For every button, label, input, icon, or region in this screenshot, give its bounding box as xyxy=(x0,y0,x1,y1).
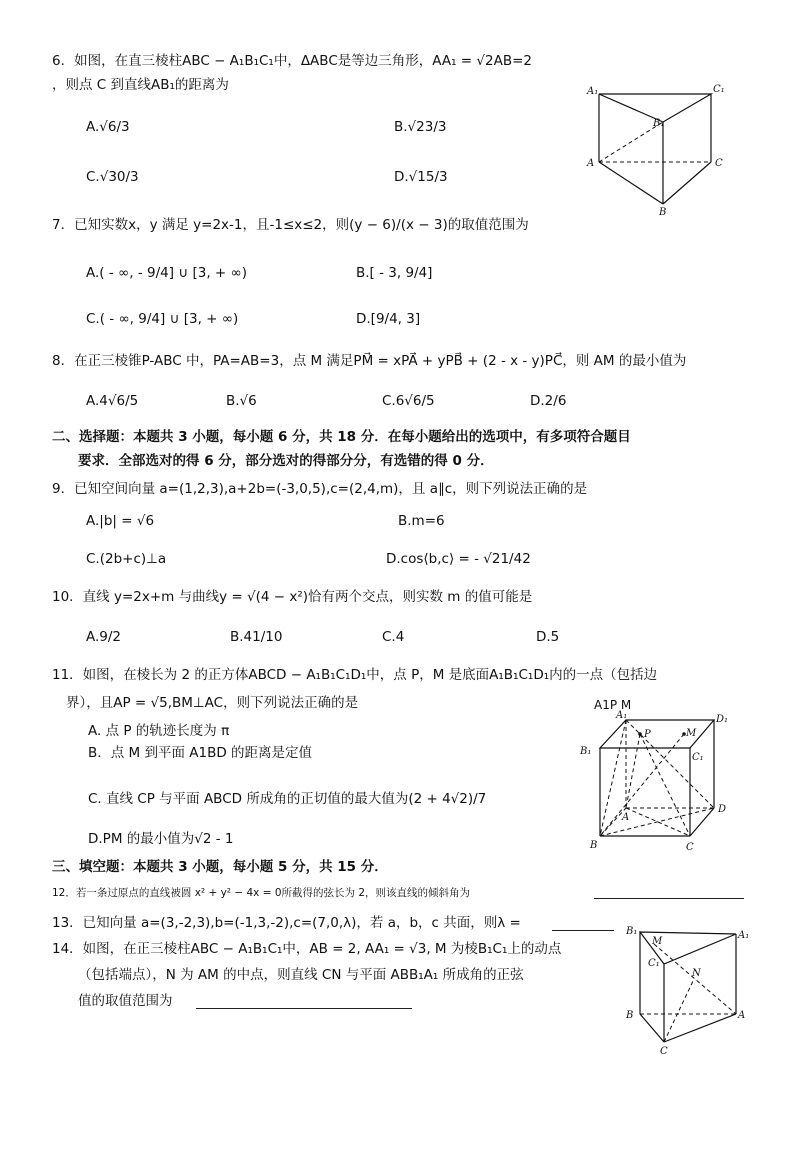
q6-stem-line2: ，则点 C 到直线AB₁的距离为 xyxy=(52,77,229,93)
q12-answer-blank[interactable] xyxy=(594,884,744,899)
q6-fig-label-b: B xyxy=(659,207,667,218)
q6-fig-label-c: C xyxy=(715,158,723,169)
q14-fig-label-a: A xyxy=(738,1010,746,1021)
q9-option-b: B.m=6 xyxy=(398,513,445,529)
q11-fig-label-b1: B₁ xyxy=(580,746,592,757)
q10-option-a: A.9/2 xyxy=(86,629,122,645)
q8-option-a: A.4√6/5 xyxy=(86,393,139,409)
q14-fig-label-n: N xyxy=(692,968,701,979)
q14-stem-line1: 14．如图，在正三棱柱ABC − A₁B₁C₁中，AB = 2, AA₁ = √3, M 为棱B₁C₁上的动点 xyxy=(52,941,562,957)
q11-fig-label-c: C xyxy=(686,842,694,853)
q8-option-d: D.2/6 xyxy=(530,393,567,409)
q11-stem-line2: 界），且AP = √5,BM⊥AC，则下列说法正确的是 xyxy=(66,695,359,711)
q6-option-d: D.√15/3 xyxy=(394,169,448,185)
section3-heading: 三、填空题：本题共 3 小题，每小题 5 分，共 15 分． xyxy=(52,859,388,875)
q11-stem-line1: 11．如图，在棱长为 2 的正方体ABCD − A₁B₁C₁D₁中，点 P，M 是底面A₁B₁C₁D₁内的一点（包括边 xyxy=(52,667,658,683)
q11-fig-label-c1: C₁ xyxy=(692,752,704,763)
q10-stem: 10．直线 y=2x+m 与曲线y = √(4 − x²)恰有两个交点，则实数 m 的值可能是 xyxy=(52,589,533,605)
q11-fig-label-m: M xyxy=(686,728,697,739)
q14-stem-line2: （包括端点），N 为 AM 的中点，则直线 CN 与平面 ABB₁A₁ 所成角的正弦 xyxy=(78,967,524,983)
q11-fig-label-d: D xyxy=(718,804,727,815)
q14-answer-blank[interactable] xyxy=(196,992,412,1009)
q9-option-c: C.(2b+c)⊥a xyxy=(86,551,167,567)
q11-fig-label-a: A xyxy=(622,812,630,823)
q14-prism-figure xyxy=(624,924,760,1056)
q7-option-b: B.[ - 3, 9/4] xyxy=(356,265,433,281)
q8-stem: 8．在正三棱锥P-ABC 中，PA=AB=3，点 M 满足PM⃗ = xPA⃗ + yPB⃗ + (2 - x - y)PC⃗，则 AM 的最小值为 xyxy=(52,353,687,369)
q14-fig-label-c: C xyxy=(660,1046,668,1056)
q11-option-b: B．点 M 到平面 A1BD 的距离是定值 xyxy=(88,745,313,761)
q11-fig-label-p: P xyxy=(644,729,651,740)
q12-stem: 12．若一条过原点的直线被圆 x² + y² − 4x = 0所截得的弦长为 2，则该直线的倾斜角为 xyxy=(52,887,471,899)
q11-fig-label-d1: D₁ xyxy=(716,714,729,725)
q13-answer-blank[interactable] xyxy=(552,914,614,931)
q14-stem-line3: 值的取值范围为 xyxy=(78,993,173,1009)
q7-stem: 7．已知实数x，y 满足 y=2x-1，且-1≤x≤2，则(y − 6)/(x − 3)的取值范围为 xyxy=(52,217,529,233)
q10-option-d: D.5 xyxy=(536,629,560,645)
q14-fig-label-m: M xyxy=(652,936,663,947)
q11-option-a: A. 点 P 的轨迹长度为 π xyxy=(88,723,230,739)
q10-option-c: C.4 xyxy=(382,629,405,645)
q14-fig-label-b: B xyxy=(626,1010,634,1021)
section2-heading-line2: 要求．全部选对的得 6 分，部分选对的得部分分，有选错的得 0 分． xyxy=(78,453,494,469)
q14-fig-label-b1: B₁ xyxy=(626,926,638,937)
q9-stem: 9．已知空间向量 a=(1,2,3),a+2b=(-3,0,5),c=(2,4,m)，且 a∥c，则下列说法正确的是 xyxy=(52,481,588,497)
q6-prism-figure xyxy=(585,82,735,218)
q13-stem: 13．已知向量 a=(3,-2,3),b=(-1,3,-2),c=(7,0,λ)，若 a，b，c 共面，则λ = xyxy=(52,915,521,931)
q6-option-c: C.√30/3 xyxy=(86,169,139,185)
q7-option-d: D.[9/4, 3] xyxy=(356,311,421,327)
q9-option-d: D.cos⟨b,c⟩ = - √21/42 xyxy=(386,551,531,567)
q10-option-b: B.41/10 xyxy=(230,629,283,645)
q14-fig-label-c1: C₁ xyxy=(648,958,660,969)
q11-fig-label-a1: A₁ xyxy=(616,710,628,721)
q11-figure-caption: A1P M xyxy=(594,698,632,712)
q6-option-b: B.√23/3 xyxy=(394,119,447,135)
q11-option-c: C. 直线 CP 与平面 ABCD 所成角的正切值的最大值为(2 + 4√2)/7 xyxy=(88,791,487,807)
q11-option-d: D.PM 的最小值为√2 - 1 xyxy=(88,831,234,847)
q8-option-c: C.6√6/5 xyxy=(382,393,435,409)
q7-option-a: A.( - ∞, - 9/4] ∪ [3, + ∞) xyxy=(86,265,248,281)
q11-fig-label-b: B xyxy=(590,840,598,851)
q6-fig-label-a1: A₁ xyxy=(587,86,599,97)
q6-stem-line1: 6．如图，在直三棱柱ABC − A₁B₁C₁中，ΔABC是等边三角形，AA₁ = √2AB=2 xyxy=(52,53,532,69)
q6-fig-label-c1: C₁ xyxy=(713,84,725,95)
q6-option-a: A.√6/3 xyxy=(86,119,130,135)
q14-fig-label-a1: A₁ xyxy=(738,930,750,941)
q8-option-b: B.√6 xyxy=(226,393,257,409)
q6-fig-label-a: A xyxy=(587,158,595,169)
q6-fig-label-b1: B₁ xyxy=(653,118,665,129)
q11-cube-figure xyxy=(574,708,734,856)
q7-option-c: C.( - ∞, 9/4] ∪ [3, + ∞) xyxy=(86,311,239,327)
q9-option-a: A.|b| = √6 xyxy=(86,513,155,529)
section2-heading-line1: 二、选择题：本题共 3 小题，每小题 6 分，共 18 分．在每小题给出的选项中，有多项符合题目 xyxy=(52,429,631,445)
